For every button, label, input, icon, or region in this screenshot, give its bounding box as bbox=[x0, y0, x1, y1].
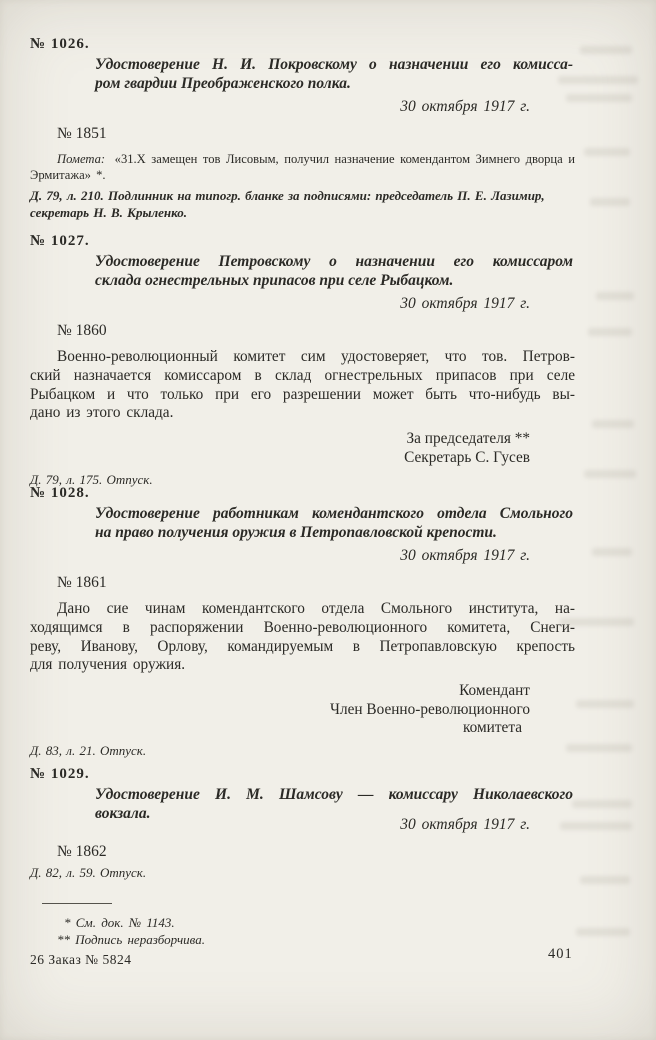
nota-bene bbox=[30, 152, 575, 183]
signature-block bbox=[30, 430, 575, 467]
document-entry-1028 bbox=[30, 485, 575, 759]
body-line: ский назначается комиссаром в склад огнестрельных припасов при селе bbox=[30, 366, 575, 384]
doc-title-line-1: Удостоверение Н. И. Покровскому о назначении его комисса- bbox=[95, 56, 573, 73]
internal-doc-number: № 1861 bbox=[57, 574, 107, 591]
body-line: дано из этого склада. bbox=[30, 404, 174, 422]
signature-block bbox=[30, 682, 575, 738]
entry-number: № 1026. bbox=[30, 36, 90, 52]
doc-title bbox=[95, 252, 573, 290]
signature-line: Комендант bbox=[459, 682, 530, 700]
doc-title-line-2: склада огнестрельных припасов при селе Рыбацком. bbox=[95, 272, 454, 289]
document-entry-1026 bbox=[30, 36, 575, 221]
archive-reference: Д. 82, л. 59. Отпуск. bbox=[30, 865, 147, 880]
print-order-info: 26 Заказ № 5824 bbox=[30, 952, 132, 967]
body-line: для получения оружия. bbox=[30, 656, 186, 674]
signature-line: За председателя ** bbox=[406, 430, 530, 448]
body-line: Дано сие чинам комендантского отдела Смольного института, на- bbox=[57, 600, 575, 617]
doc-title bbox=[95, 55, 573, 93]
doc-date: 30 октября 1917 г. bbox=[400, 98, 530, 115]
footnote-1: * См. док. № 1143. bbox=[64, 915, 175, 930]
doc-title-line-2: ром гвардии Преображенского полка. bbox=[95, 75, 351, 92]
doc-title bbox=[95, 504, 573, 542]
archive-reference: Д. 83, л. 21. Отпуск. bbox=[30, 742, 147, 758]
body-line: реву, Иванову, Орлову, командируемым в Петропавловскую крепость bbox=[30, 637, 575, 655]
body-line: ходящимся в распоряжении Военно-революционного комитета, Снеги- bbox=[30, 618, 575, 636]
doc-body bbox=[30, 348, 575, 423]
doc-title-line-1: Удостоверение работникам комендантского отдела Смольного bbox=[95, 505, 573, 522]
nota-label: Помета: bbox=[57, 152, 106, 166]
doc-body bbox=[30, 600, 575, 675]
doc-date: 30 октября 1917 г. bbox=[400, 816, 530, 833]
archive-reference: Д. 79, л. 210. Подлинник на типогр. бланке за подписями: председатель П. Е. Лазимир, секретарь Н. В. Крыленко. bbox=[30, 188, 545, 220]
document-entry-1027 bbox=[30, 233, 575, 489]
doc-title-line-1: Удостоверение И. М. Шамсову — комиссару Николаевского bbox=[95, 786, 573, 803]
doc-date: 30 октября 1917 г. bbox=[400, 295, 530, 312]
signature-line: Член Военно-революционного bbox=[330, 700, 530, 718]
entry-number: № 1028. bbox=[30, 485, 90, 501]
body-line: Рыбацком и что только при его разрешении может быть что-нибудь вы- bbox=[30, 385, 575, 403]
entry-number: № 1027. bbox=[30, 233, 90, 249]
internal-doc-number: № 1851 bbox=[57, 125, 107, 142]
footnote-divider bbox=[42, 903, 112, 904]
doc-title-line-2: вокзала. bbox=[95, 805, 151, 822]
document-entry-1029 bbox=[30, 766, 575, 882]
archive-reference: Д. 79, л. 175. Отпуск. bbox=[30, 472, 153, 488]
doc-date: 30 октября 1917 г. bbox=[400, 547, 530, 564]
entry-number: № 1029. bbox=[30, 766, 90, 782]
body-line: Военно-революционный комитет сим удостоверяет, что тов. Петров- bbox=[57, 348, 575, 365]
internal-doc-number: № 1860 bbox=[57, 322, 107, 339]
footnote-block bbox=[42, 903, 205, 948]
page-number: 401 bbox=[548, 946, 573, 962]
footnote-2: ** Подпись неразборчива. bbox=[57, 932, 205, 947]
nota-text: «31.X замещен тов Лисовым, получил назначение комендантом Зимнего дворца и Эрмитажа» *. bbox=[30, 152, 576, 182]
signature-line: комитета bbox=[462, 719, 522, 737]
internal-doc-number: № 1862 bbox=[57, 843, 107, 860]
doc-title-line-1: Удостоверение Петровскому о назначении его комиссаром bbox=[95, 253, 573, 270]
signature-line: Секретарь С. Гусев bbox=[404, 448, 530, 466]
doc-title-line-2: на право получения оружия в Петропавловской крепости. bbox=[95, 524, 497, 541]
